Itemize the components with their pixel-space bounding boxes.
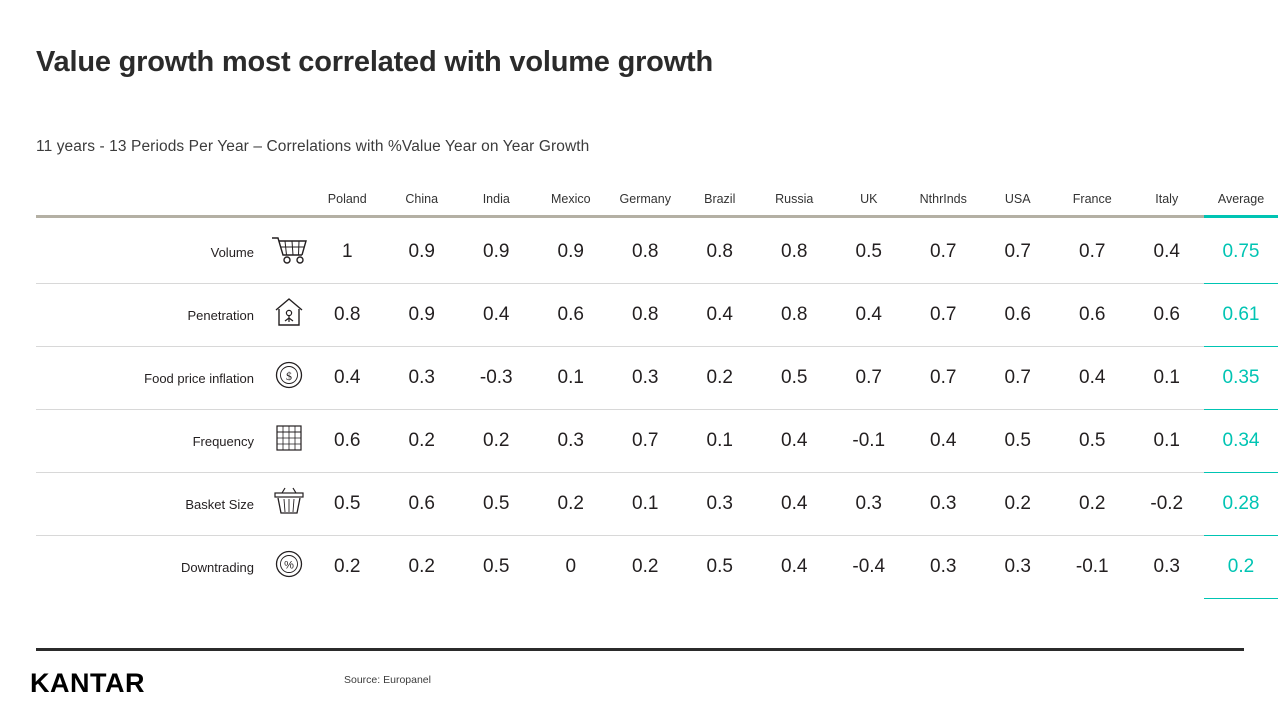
cell-volume-nthrlnds: 0.7 [906, 221, 981, 284]
cell-food-price-inflation-germany: 0.3 [608, 347, 683, 410]
cell-frequency-india: 0.2 [459, 410, 534, 473]
cell-penetration-france: 0.6 [1055, 284, 1130, 347]
row-label-food-price-inflation: Food price inflation [36, 347, 268, 410]
cell-frequency-poland: 0.6 [310, 410, 385, 473]
cell-volume-india: 0.9 [459, 221, 534, 284]
cell-food-price-inflation-nthrlnds: 0.7 [906, 347, 981, 410]
page-subtitle: 11 years - 13 Periods Per Year – Correlations with %Value Year on Year Growth [36, 138, 590, 155]
table-row [36, 284, 1278, 347]
column-header-average: Average [1217, 192, 1265, 206]
cell-penetration-germany: 0.8 [608, 284, 683, 347]
row-label-penetration: Penetration [36, 284, 268, 347]
svg-text:$: $ [286, 369, 292, 383]
cell-frequency-average: 0.34 [1204, 410, 1278, 473]
column-header-china: China [405, 192, 439, 206]
cell-basket-size-france: 0.2 [1055, 473, 1130, 536]
cell-frequency-germany: 0.7 [608, 410, 683, 473]
cell-penetration-poland: 0.8 [310, 284, 385, 347]
footer-divider [36, 648, 1244, 651]
cell-basket-size-poland: 0.5 [310, 473, 385, 536]
cell-downtrading-brazil: 0.5 [706, 556, 733, 578]
cell-downtrading-italy: 0.3 [1153, 556, 1180, 578]
cell-frequency-italy: 0.1 [1130, 410, 1205, 473]
column-header-poland: Poland [327, 192, 367, 206]
shopping-cart-icon [268, 221, 310, 284]
cell-downtrading-germany: 0.2 [632, 556, 659, 578]
svg-text:%: % [284, 559, 294, 572]
table-row [36, 410, 1278, 473]
cell-frequency-brazil: 0.1 [683, 410, 758, 473]
cell-penetration-india: 0.4 [459, 284, 534, 347]
source-note: Source: Europanel [344, 674, 431, 686]
cell-downtrading-average: 0.2 [1204, 536, 1278, 599]
cell-downtrading-india: 0.5 [483, 556, 510, 578]
cell-frequency-china: 0.2 [385, 410, 460, 473]
row-label-downtrading: Downtrading [181, 559, 254, 575]
cell-penetration-nthrlnds: 0.7 [906, 284, 981, 347]
cell-food-price-inflation-poland: 0.4 [310, 347, 385, 410]
table-row [36, 347, 1278, 410]
cell-penetration-uk: 0.4 [832, 284, 907, 347]
cell-frequency-uk: -0.1 [832, 410, 907, 473]
column-header-france: France [1072, 192, 1112, 206]
cell-penetration-usa: 0.6 [981, 284, 1056, 347]
cell-frequency-usa: 0.5 [981, 410, 1056, 473]
cell-penetration-italy: 0.6 [1130, 284, 1205, 347]
column-header-brazil: Brazil [704, 192, 736, 206]
column-header-usa: USA [1004, 192, 1031, 206]
page-title: Value growth most correlated with volume growth [36, 46, 714, 78]
cell-volume-poland: 1 [310, 221, 385, 284]
column-header-nthrlnds: NthrInds [919, 192, 967, 206]
correlation-matrix-table [36, 192, 1278, 599]
cell-volume-brazil: 0.8 [683, 221, 758, 284]
cell-food-price-inflation-france: 0.4 [1055, 347, 1130, 410]
cell-basket-size-india: 0.5 [459, 473, 534, 536]
cell-basket-size-average: 0.28 [1204, 473, 1278, 536]
cell-basket-size-brazil: 0.3 [683, 473, 758, 536]
cell-frequency-russia: 0.4 [757, 410, 832, 473]
column-header-italy: Italy [1155, 192, 1179, 206]
cell-volume-russia: 0.8 [757, 221, 832, 284]
cell-food-price-inflation-china: 0.3 [385, 347, 460, 410]
cell-downtrading-usa: 0.3 [1004, 556, 1031, 578]
cell-volume-mexico: 0.9 [534, 221, 609, 284]
cell-penetration-brazil: 0.4 [683, 284, 758, 347]
cell-penetration-mexico: 0.6 [534, 284, 609, 347]
header-blank-icon [268, 192, 310, 217]
header-blank-label [36, 192, 268, 217]
cell-basket-size-mexico: 0.2 [534, 473, 609, 536]
column-header-russia: Russia [775, 192, 814, 206]
cell-frequency-mexico: 0.3 [534, 410, 609, 473]
column-header-uk: UK [860, 192, 878, 206]
cell-food-price-inflation-india: -0.3 [459, 347, 534, 410]
cell-food-price-inflation-russia: 0.5 [757, 347, 832, 410]
column-header-india: India [482, 192, 510, 206]
cell-penetration-average: 0.61 [1204, 284, 1278, 347]
dollar-circle-icon [268, 347, 310, 410]
cell-basket-size-nthrlnds: 0.3 [906, 473, 981, 536]
cell-downtrading-nthrlnds: 0.3 [930, 556, 957, 578]
row-label-frequency: Frequency [36, 410, 268, 473]
cell-volume-uk: 0.5 [832, 221, 907, 284]
column-header-mexico: Mexico [550, 192, 591, 206]
house-person-icon [268, 284, 310, 347]
cell-volume-italy: 0.4 [1130, 221, 1205, 284]
cell-penetration-china: 0.9 [385, 284, 460, 347]
cell-food-price-inflation-usa: 0.7 [981, 347, 1056, 410]
cell-food-price-inflation-brazil: 0.2 [683, 347, 758, 410]
row-label-volume: Volume [36, 221, 268, 284]
cell-downtrading-china: 0.2 [408, 556, 435, 578]
cell-frequency-france: 0.5 [1055, 410, 1130, 473]
cell-food-price-inflation-italy: 0.1 [1130, 347, 1205, 410]
cell-volume-usa: 0.7 [981, 221, 1056, 284]
cell-volume-france: 0.7 [1055, 221, 1130, 284]
cell-penetration-russia: 0.8 [757, 284, 832, 347]
cell-basket-size-russia: 0.4 [757, 473, 832, 536]
cell-food-price-inflation-uk: 0.7 [832, 347, 907, 410]
cell-basket-size-italy: -0.2 [1130, 473, 1205, 536]
calendar-grid-icon [268, 410, 310, 473]
cell-downtrading-mexico: 0 [565, 556, 577, 578]
table-row [36, 473, 1278, 536]
cell-basket-size-uk: 0.3 [832, 473, 907, 536]
cell-basket-size-china: 0.6 [385, 473, 460, 536]
table-row [36, 221, 1278, 284]
column-header-germany: Germany [619, 192, 671, 206]
cell-downtrading-france: -0.1 [1075, 556, 1109, 578]
kantar-logo: KANTAR [30, 668, 145, 698]
table-row [36, 536, 1278, 599]
percent-circle-icon [268, 536, 310, 599]
cell-food-price-inflation-average: 0.35 [1204, 347, 1278, 410]
cell-volume-china: 0.9 [385, 221, 460, 284]
cell-food-price-inflation-mexico: 0.1 [534, 347, 609, 410]
row-label-basket-size: Basket Size [36, 473, 268, 536]
cell-frequency-nthrlnds: 0.4 [906, 410, 981, 473]
cell-downtrading-russia: 0.4 [781, 556, 808, 578]
cell-downtrading-poland: 0.2 [334, 556, 361, 578]
cell-volume-average: 0.75 [1204, 221, 1278, 284]
cell-volume-germany: 0.8 [608, 221, 683, 284]
cell-basket-size-germany: 0.1 [608, 473, 683, 536]
cell-downtrading-uk: -0.4 [852, 556, 886, 578]
table-header-row [36, 192, 1278, 217]
cell-basket-size-usa: 0.2 [981, 473, 1056, 536]
basket-icon [268, 473, 310, 536]
